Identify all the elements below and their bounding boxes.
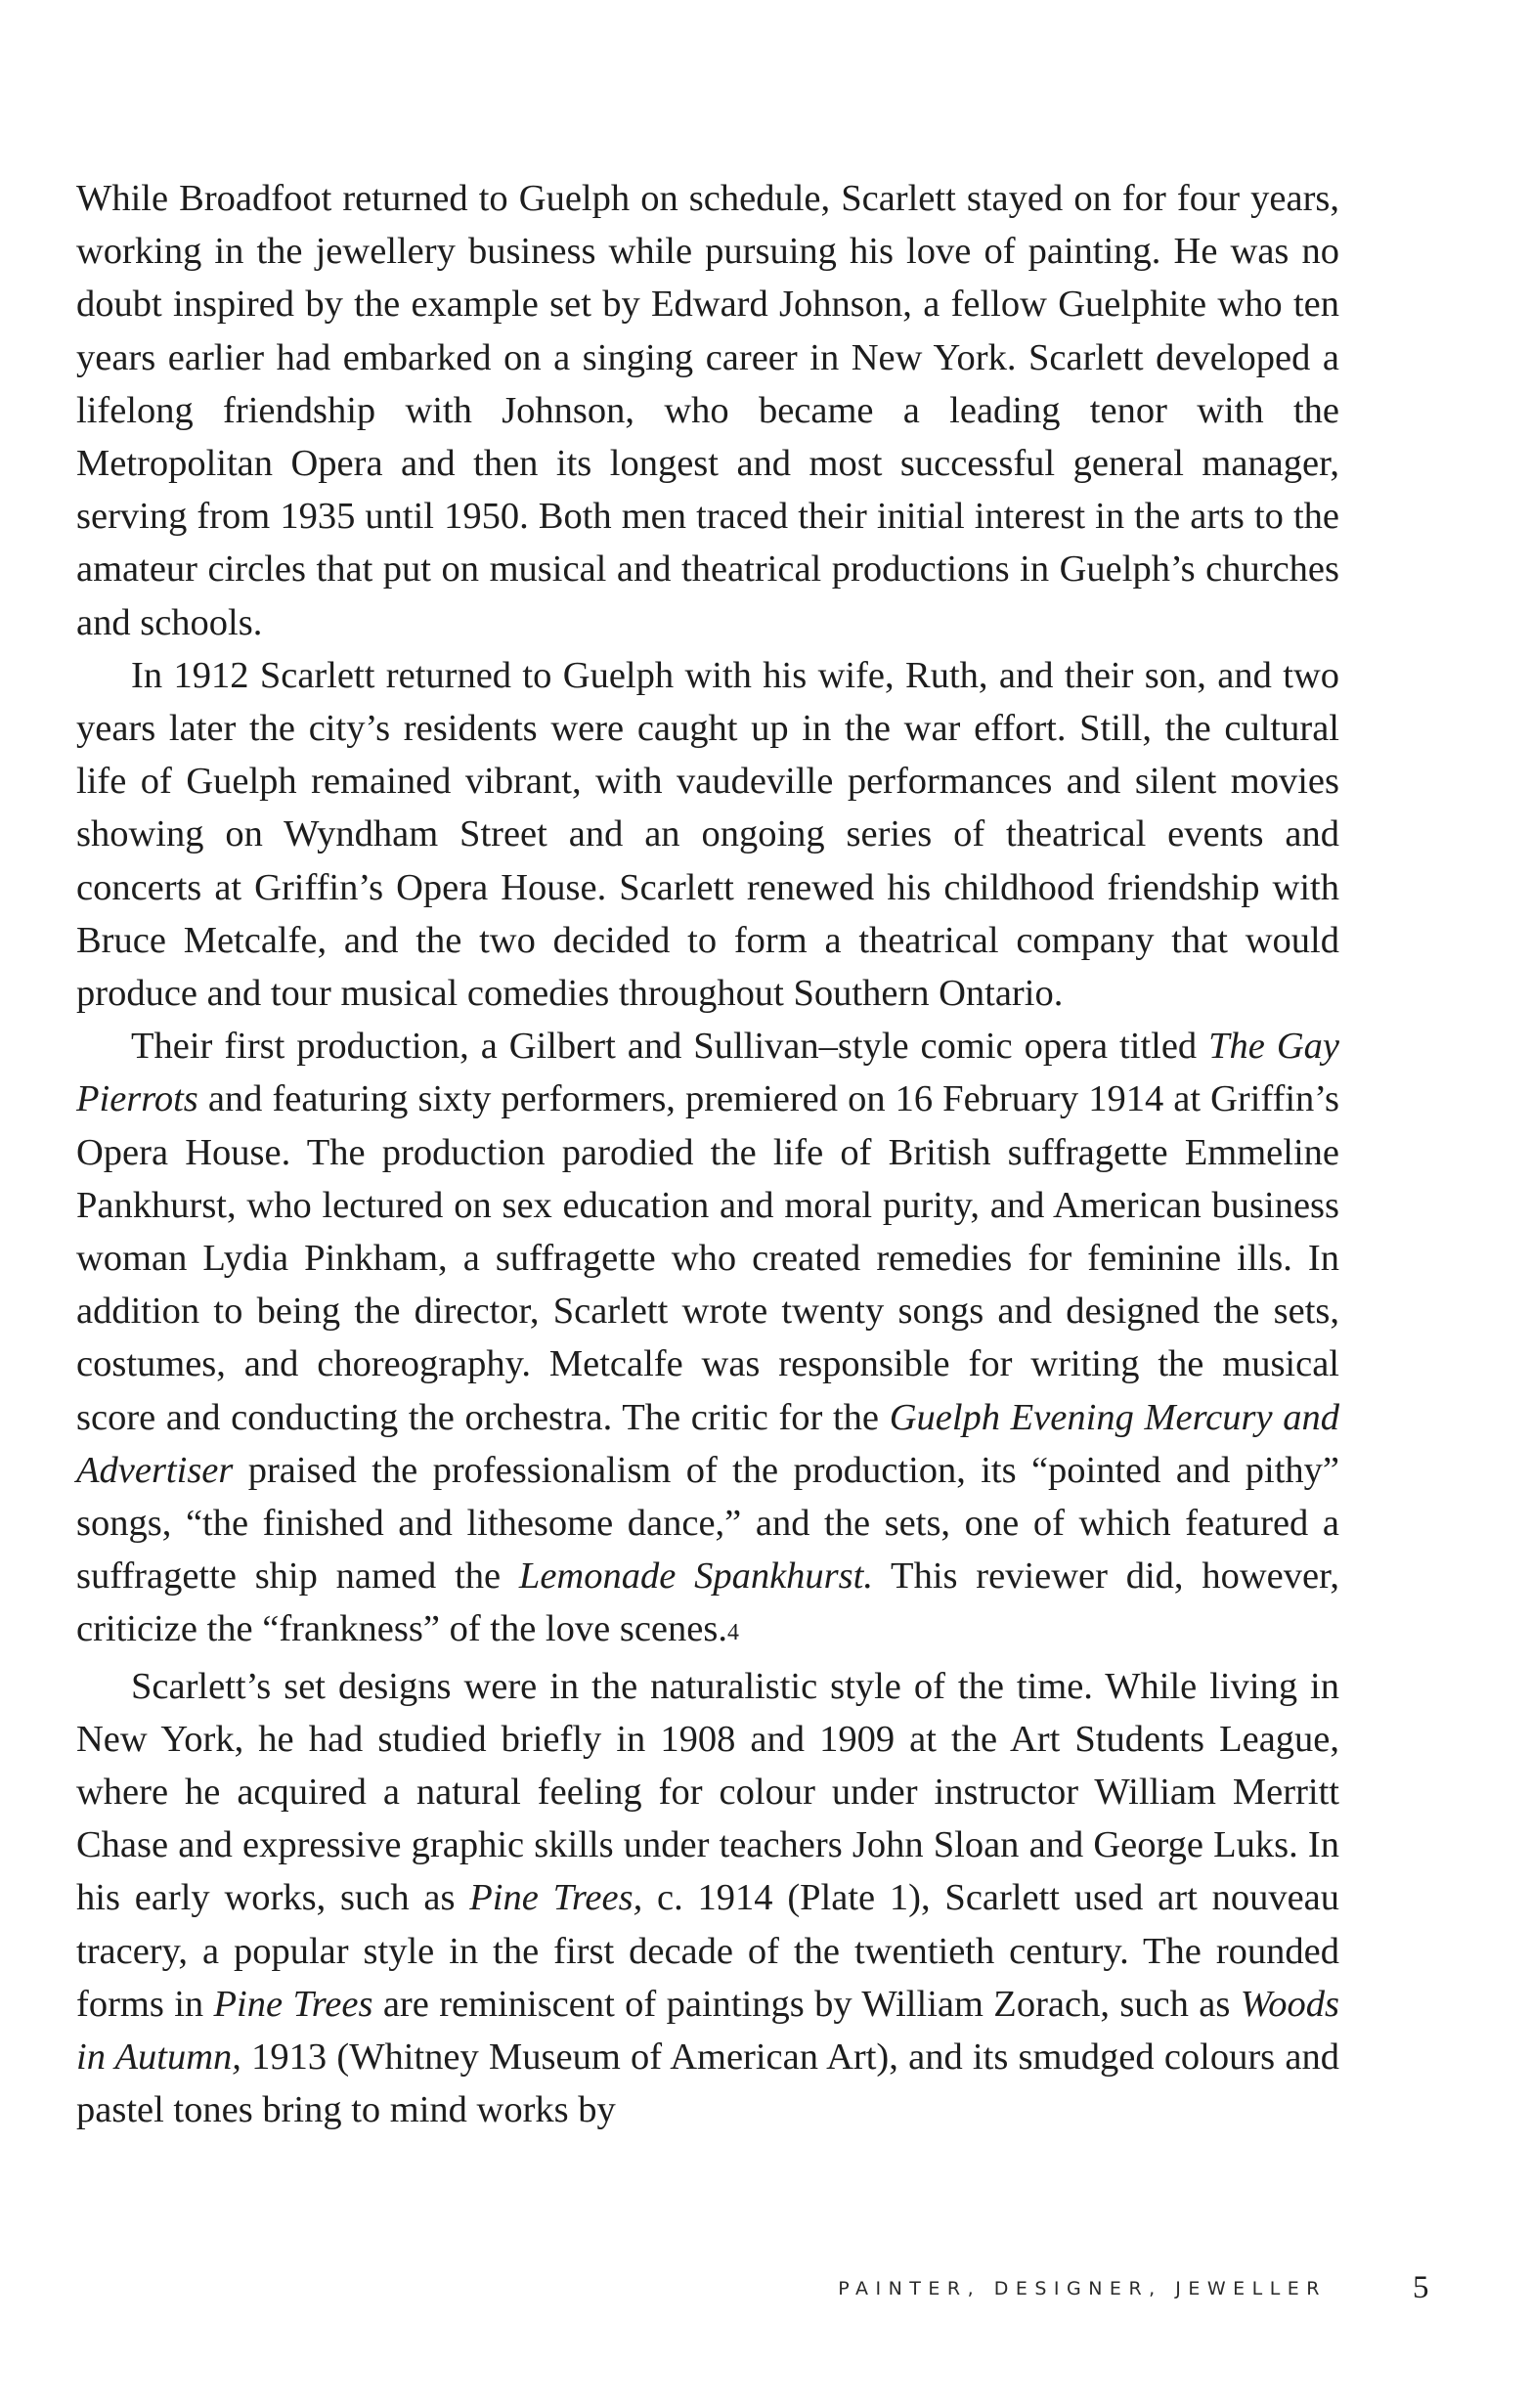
running-footer: PAINTER, DESIGNER, JEWELLER (838, 2278, 1327, 2299)
text-run: c. 1914 (Plate 1), Scarlett used art nouveau tracery, a popular style in the first decade of the twentieth century. The rounded forms in (76, 1877, 1339, 2025)
text-run: Scarlett’s set designs were in the naturalistic style of the time. While living in New York, he had studied briefly in 1908 and 1909 at the Art Students League, where he acquired a natural feeling for colour under instructor William Merritt Chase and expressive graphic skills under teachers John Sloan and George Luks. In his early works, such as (76, 1665, 1339, 1919)
text-run: praised the professionalism of the production, its “pointed and pithy” songs, “the finished and lithesome dance,” and the sets, one of which featured a suffragette ship named the (76, 1449, 1339, 1598)
paragraph (76, 1660, 1339, 2137)
text-run: are reminiscent of paintings by William Zorach, such as (372, 1983, 1241, 2025)
footnote-marker: 4 (726, 1620, 739, 1646)
paragraph (76, 1020, 1339, 1659)
text-run: While Broadfoot returned to Guelph on schedule, Scarlett stayed on for four years, working in the jewellery business while pursuing his love of painting. He was no doubt inspired by the example set by Edward Johnson, a fellow Guelphite who ten years earlier had embarked on a singing career in New York. Scarlett developed a lifelong friendship with Johnson, who became a leading tenor with the Metropolitan Opera and then its longest and most successful general manager, serving from 1935 until 1950. Both men traced their initial interest in the arts to the amateur circles that put on musical and theatrical productions in Guelph’s churches and schools. (76, 178, 1339, 643)
body-text (76, 172, 1339, 2136)
paragraph (76, 649, 1339, 1020)
italic-title: Guelph Evening Mercury and Advertiser (76, 1396, 1339, 1491)
text-run: and featuring sixty performers, premiered on 16 February 1914 at Griffin’s Opera House. The production parodied the life of British suffragette Emmeline Pankhurst, who lectured on sex education and moral purity, and American business woman Lydia Pinkham, a suffragette who created remedies for feminine ills. In addition to being the director, Scarlett wrote twenty songs and designed the sets, costumes, and choreography. Metcalfe was responsible for writing the musical score and conducting the orchestra. The critic for the (76, 1078, 1339, 1438)
italic-title: Woods in Autumn, (76, 1983, 1339, 2078)
italic-title: Pine Trees, (469, 1877, 643, 1919)
text-run: In 1912 Scarlett returned to Guelph with his wife, Ruth, and their son, and two years later the city’s residents were caught up in the war effort. Still, the cultural life of Guelph remained vibrant, with vaudeville performances and silent movies showing on Wyndham Street and an ongoing series of theatrical events and concerts at Griffin’s Opera House. Scarlett renewed his childhood friendship with Bruce Metcalfe, and the two decided to form a theatrical company that would produce and tour musical comedies throughout Southern Ontario. (76, 654, 1339, 1015)
text-run: Their first production, a Gilbert and Sullivan–style comic opera titled (131, 1026, 1209, 1068)
italic-title: Pine Trees (213, 1983, 373, 2025)
page-number: 5 (1413, 2270, 1429, 2305)
italic-title: Lemonade Spankhurst. (518, 1555, 873, 1598)
text-run: This reviewer did, however, criticize the “frankness” of the love scenes. (76, 1555, 1339, 1650)
text-run: 1913 (Whitney Museum of American Art), and its smudged colours and pastel tones bring to mind works by (76, 2036, 1339, 2131)
paragraph (76, 172, 1339, 649)
italic-title: The Gay Pierrots (76, 1026, 1339, 1120)
